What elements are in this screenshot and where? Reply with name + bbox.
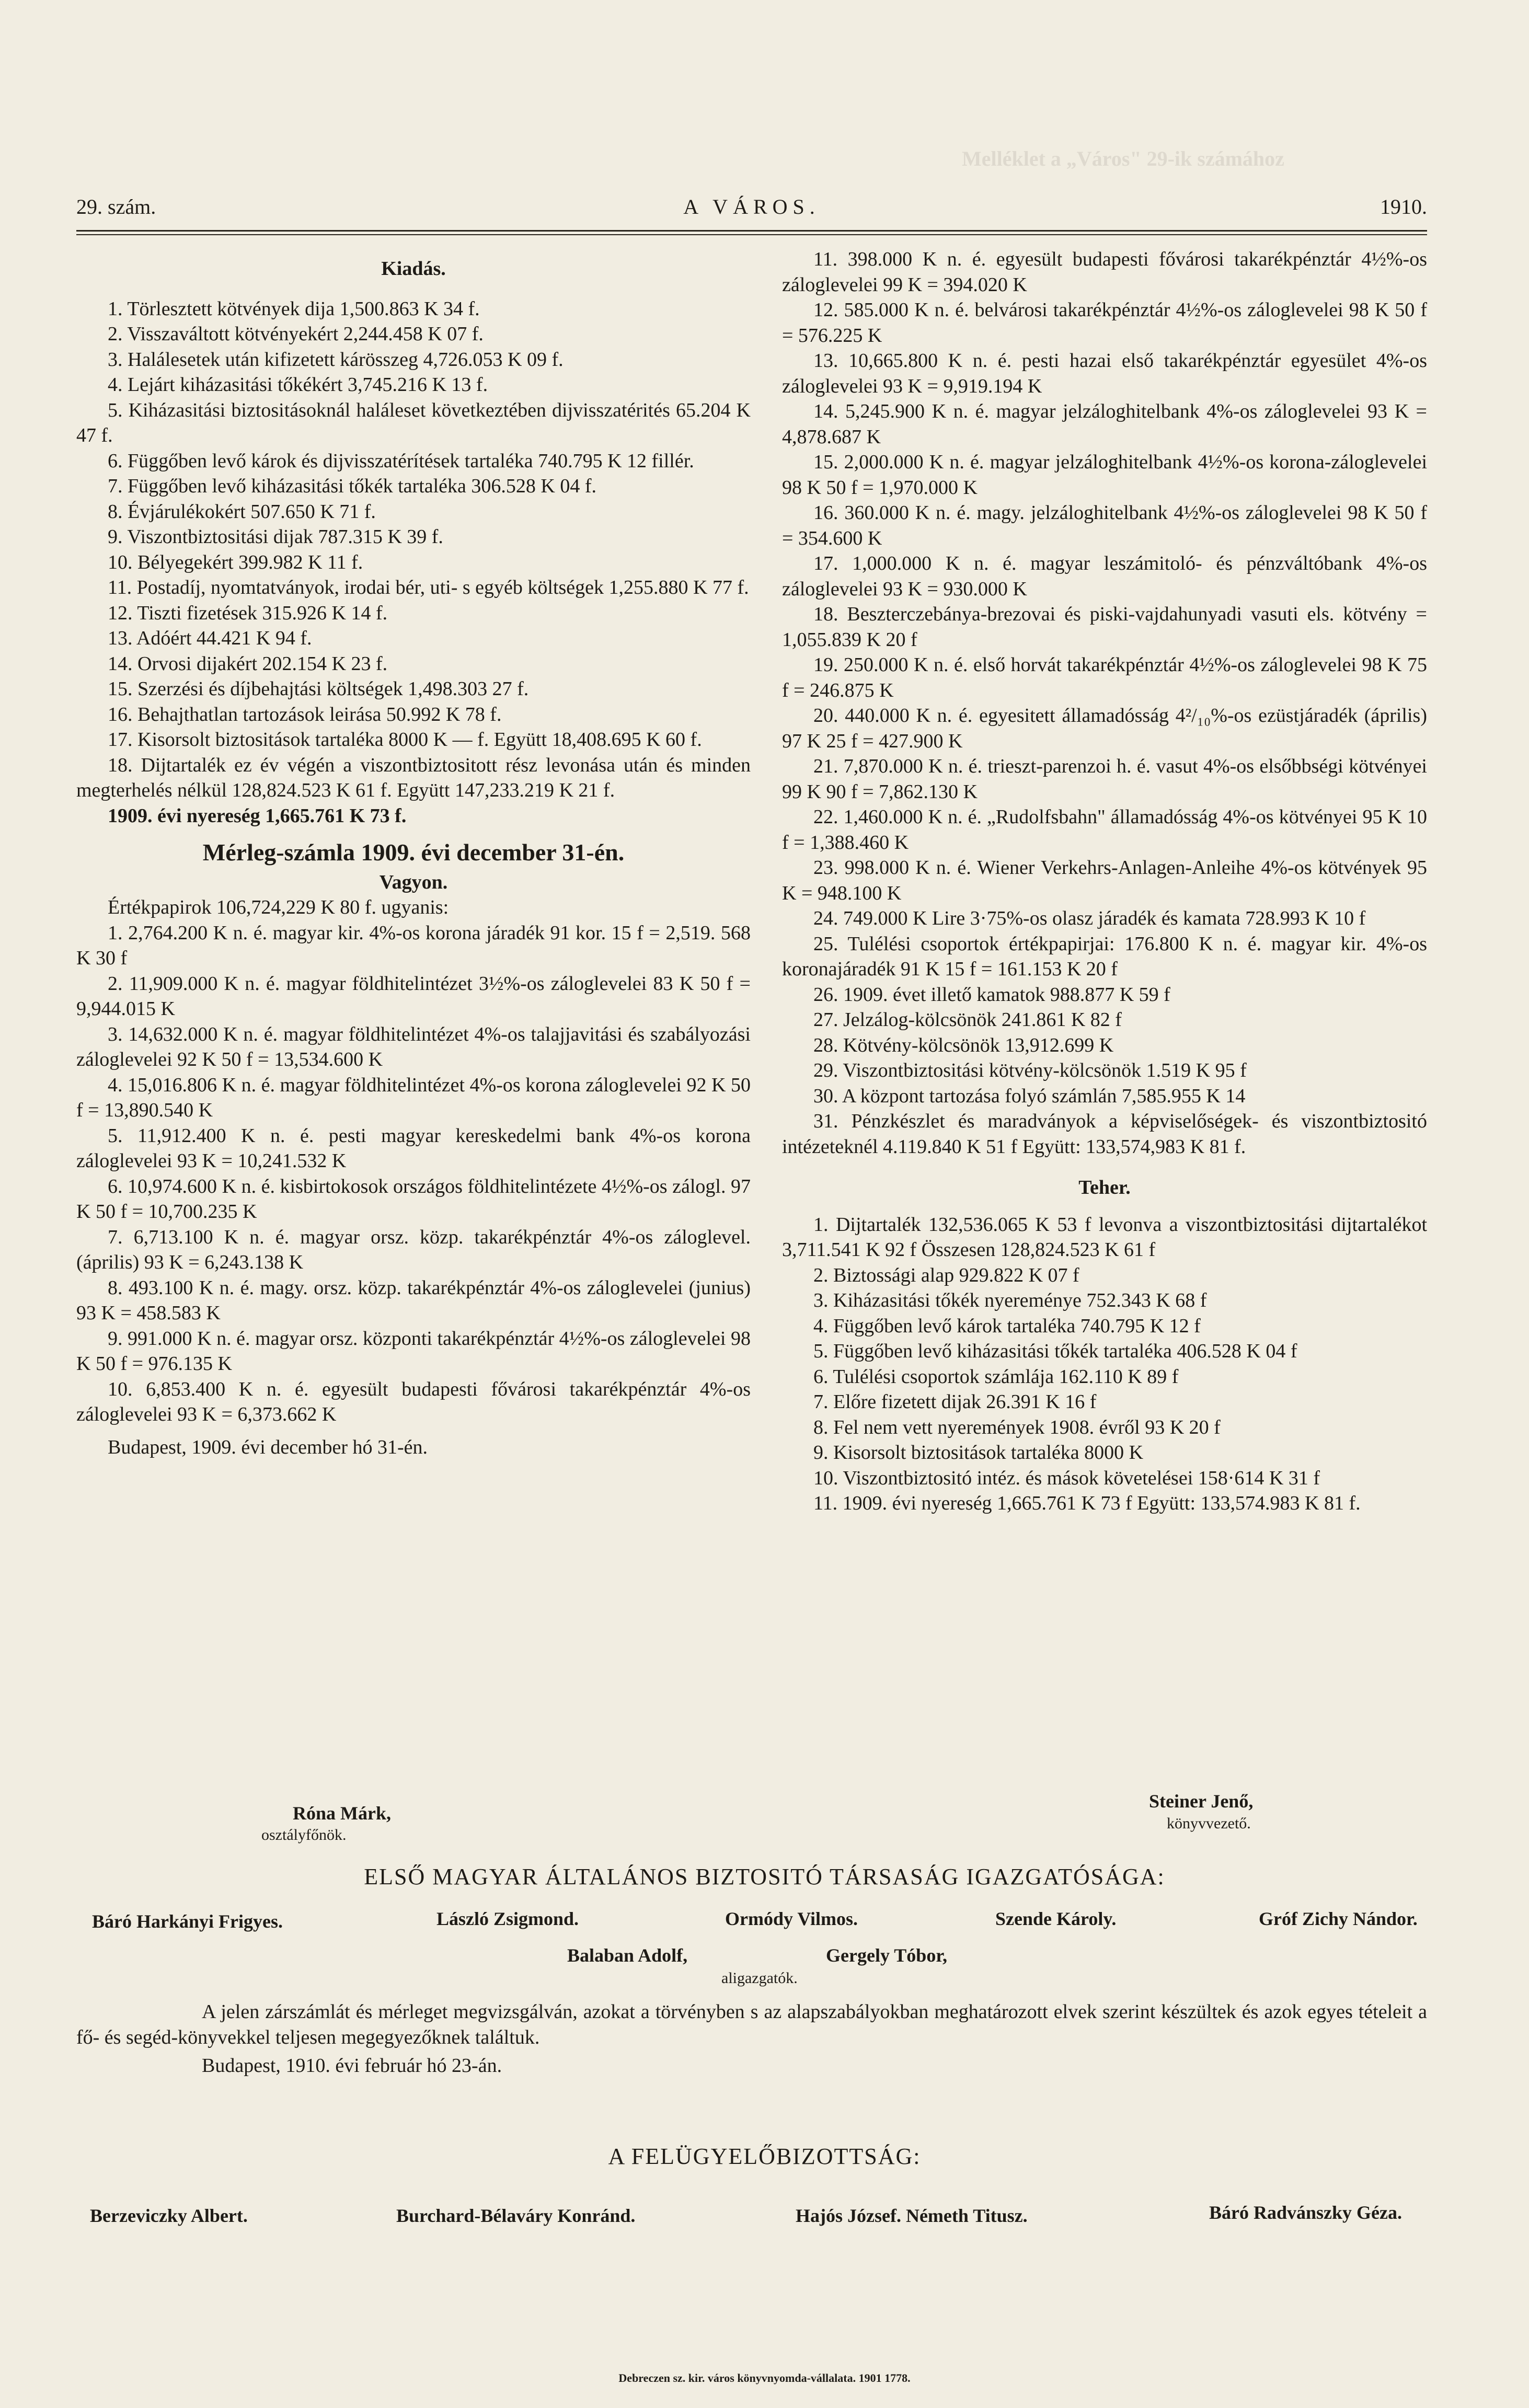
supervisor: Hajós József. Németh Titusz. <box>796 2205 1028 2226</box>
teher-item: 1. Dijtartalék 132,536.065 K 53 f levonva a viszontbiztositási dijtartalékot 3,711.541 K 92 f Összesen 128,824.523 K 61 f <box>782 1213 1427 1261</box>
supervisory-heading: A FELÜGYELŐBIZOTTSÁG: <box>608 2144 921 2169</box>
role-aligazgatok: aligazgatók. <box>721 1969 798 1987</box>
kiadas-item: 15. Szerzési és díjbehajtási költségek 1,498.303 27 f. <box>108 678 529 700</box>
printer-imprint: Debreczen sz. kir. város könyvnyomda-vállalata. 1901 1778. <box>618 2371 911 2384</box>
vagyon-item: 20. 440.000 K n. é. egyesitett államadósság 4²/₁₀%-os ezüstjáradék (április) 97 K 25 f = 427.900 K <box>782 705 1427 752</box>
board-member: Balaban Adolf, <box>567 1945 688 1966</box>
right-column <box>782 247 1427 1516</box>
vagyon-item: 29. Viszontbiztositási kötvény-kölcsönök 1.519 K 95 f <box>813 1059 1247 1081</box>
vagyon-item: 15. 2,000.000 K n. é. magyar jelzáloghitelbank 4½%-os korona-záloglevelei 98 K 50 f = 1,970.000 K <box>782 451 1427 499</box>
kiadas-item: 3. Halálesetek után kifizetett kárösszeg 4,726.053 K 09 f. <box>108 348 564 371</box>
vagyon-item: 24. 749.000 K Lire 3·75%-os olasz járadék és kamata 728.993 K 10 f <box>813 907 1366 929</box>
kiadas-item: 1. Törlesztett kötvények dija 1,500.863 K 34 f. <box>108 297 480 320</box>
vagyon-item: 23. 998.000 K n. é. Wiener Verkehrs-Anlagen-Anleihe 4%-os kötvények 95 K = 948.100 K <box>782 857 1427 904</box>
kiadas-heading: Kiadás. <box>381 258 446 280</box>
kiadas-item: 11. Postadíj, nyomtatványok, irodai bér, uti- s egyéb költségek 1,255.880 K 77 f. <box>108 577 749 598</box>
vagyon-item: 22. 1,460.000 K n. é. „Rudolfsbahn" államadósság 4%-os kötvényei 95 K 10 f = 1,388.460 K <box>782 806 1427 854</box>
page-header <box>76 194 1427 226</box>
issue-number: 29. szám. <box>76 195 156 218</box>
vagyon-item: 16. 360.000 K n. é. magy. jelzáloghitelbank 4½%-os záloglevelei 98 K 50 f = 354.600 K <box>782 502 1427 549</box>
kiadas-item: 13. Adóért 44.421 K 94 f. <box>108 627 312 649</box>
kiadas-item: 12. Tiszti fizetések 315.926 K 14 f. <box>108 602 388 624</box>
board-member: Ormódy Vilmos. <box>725 1908 858 1929</box>
board-member: Gróf Zichy Nándor. <box>1259 1908 1418 1929</box>
statement-text: A jelen zárszámlát és mérleget megvizsgálván, azokat a törvényben s az alapszabályokban meghatározott elvek szerint készültek és azok egyes tételeit a fő- és segéd-könyvekkel teljesen megegyezőknek találtuk. <box>76 2001 1427 2048</box>
board-statement <box>76 1999 1427 2079</box>
vagyon-item: 2. 11,909.000 K n. é. magyar földhitelintézet 3½%-os záloglevelei 83 K 50 f = 9,944.015 K <box>76 972 751 1020</box>
teher-item: 6. Tulélési csoportok számlája 162.110 K 89 f <box>813 1365 1179 1388</box>
signature-steiner: Steiner Jenő, <box>1149 1791 1254 1812</box>
kiadas-item: 6. Függőben levő károk és dijvisszatérítések tartaléka 740.795 K 12 fillér. <box>108 450 694 472</box>
vagyon-item: 28. Kötvény-kölcsönök 13,912.699 K <box>813 1034 1114 1056</box>
role-osztalyfonok: osztályfőnök. <box>261 1826 347 1844</box>
kiadas-item: 4. Lejárt kiházasitási tőkékért 3,745.216 K 13 f. <box>108 374 488 396</box>
vagyon-item: 11. 398.000 K n. é. egyesült budapesti fővárosi takarékpénztár 4½%-os záloglevelei 99 K = 394.020 K <box>782 248 1427 296</box>
vagyon-item: 25. Tulélési csoportok értékpapirjai: 176.800 K n. é. magyar kir. 4%-os koronajáradék 91 K 15 f = 161.153 K 20 f <box>782 932 1427 980</box>
vagyon-item: 21. 7,870.000 K n. é. trieszt-parenzoi h. é. vasut 4%-os elsőbbségi kötvényei 99 K 90 f = 7,862.130 K <box>782 755 1427 803</box>
teher-item: 7. Előre fizetett dijak 26.391 K 16 f <box>813 1391 1097 1413</box>
vagyon-item: 17. 1,000.000 K n. é. magyar leszámitoló- és pénzváltóbank 4%-os záloglevelei 93 K = 930.000 K <box>782 552 1427 600</box>
vagyon-item: 18. Beszterczebánya-brezovai és piski-vajdahunyadi vasuti els. kötvény = 1,055.839 K 20 f <box>782 603 1427 651</box>
bleed-through-text: Melléklet a „Város" 29-ik számához <box>962 147 1284 170</box>
kiadas-item: 14. Orvosi dijakért 202.154 K 23 f. <box>108 652 388 675</box>
vagyon-heading: Vagyon. <box>379 871 448 893</box>
merleg-title: Mérleg-számla 1909. évi december 31-én. <box>202 839 625 866</box>
vagyon-item: 7. 6,713.100 K n. é. magyar orsz. közp. takarékpénztár 4%-os záloglevel. (április) 93 K = 6,243.138 K <box>76 1226 751 1273</box>
teher-item: 3. Kiházasitási tőkék nyereménye 752.343 K 68 f <box>813 1289 1207 1311</box>
vagyon-item: 10. 6,853.400 K n. é. egyesült budapesti fővárosi takarékpénztár 4%-os záloglevelei 93 K = 6,373.662 K <box>76 1378 751 1425</box>
signature-rona: Róna Márk, <box>293 1803 391 1824</box>
vagyon-item: 5. 11,912.400 K n. é. pesti magyar kereskedelmi bank 4%-os korona záloglevelei 93 K = 10,241.532 K <box>76 1124 751 1172</box>
teher-item: 2. Biztossági alap 929.822 K 07 f <box>813 1264 1079 1286</box>
header-rule <box>76 230 1427 232</box>
role-konyvvezeto: könyvvezető. <box>1167 1815 1251 1832</box>
teher-item: 5. Függőben levő kiházasitási tőkék tartaléka 406.528 K 04 f <box>813 1340 1297 1362</box>
teher-item: 10. Viszontbiztositó intéz. és mások követelései 158·614 K 31 f <box>813 1467 1320 1489</box>
kiadas-item: 10. Bélyegekért 399.982 K 11 f. <box>108 551 363 573</box>
vagyon-item: 13. 10,665.800 K n. é. pesti hazai első takarékpénztár egyesület 4%-os záloglevelei 93 K = 9,919.194 K <box>782 350 1427 397</box>
teher-item: 8. Fel nem vett nyeremények 1908. évről 93 K 20 f <box>813 1416 1221 1438</box>
vagyon-item: 14. 5,245.900 K n. é. magyar jelzáloghitelbank 4%-os záloglevelei 93 K = 4,878.687 K <box>782 400 1427 448</box>
merleg-intro: Értékpapirok 106,724,229 K 80 f. ugyanis: <box>108 896 449 918</box>
kiadas-item: 18. Dijtartalék ez év végén a viszontbiztositott rész levonása után és minden megterhelés nélkül 128,824.523 K 61 f. Együtt 147,233.219 K 21 f. <box>76 754 751 801</box>
vagyon-item: 31. Pénzkészlet és maradványok a képviselőségek- és viszontbiztositó intézeteknél 4.119.840 K 51 f Együtt: 133,574,983 K 81 f. <box>782 1110 1427 1158</box>
vagyon-item: 4. 15,016.806 K n. é. magyar földhitelintézet 4%-os korona záloglevelei 92 K 50 f = 13,890.540 K <box>76 1074 751 1121</box>
kiadas-item: 9. Viszontbiztositási dijak 787.315 K 39 f. <box>108 526 443 548</box>
supervisor: Burchard-Bélaváry Konránd. <box>396 2205 636 2226</box>
vagyon-item: 1. 2,764.200 K n. é. magyar kir. 4%-os korona járadék 91 kor. 15 f = 2,519. 568 K 30 f <box>76 921 751 969</box>
teher-item: 11. 1909. évi nyereség 1,665.761 K 73 f Együtt: 133,574.983 K 81 f. <box>813 1492 1361 1514</box>
board-heading: ELSŐ MAGYAR ÁLTALÁNOS BIZTOSITÓ TÁRSASÁG IGAZGATÓSÁGA: <box>364 1864 1165 1889</box>
teher-item: 9. Kisorsolt biztositások tartaléka 8000 K <box>813 1442 1144 1464</box>
board-member: Szende Károly. <box>995 1908 1117 1929</box>
board-member: Báró Harkányi Frigyes. <box>92 1911 283 1932</box>
newspaper-title: A VÁROS. <box>683 195 820 218</box>
teher-item: 4. Függőben levő károk tartaléka 740.795 K 12 f <box>813 1315 1201 1337</box>
vagyon-item: 6. 10,974.600 K n. é. kisbirtokosok országos földhitelintézete 4½%-os zálogl. 97 K 50 f = 10,700.235 K <box>76 1175 751 1223</box>
header-rule-2 <box>76 234 1427 235</box>
left-column <box>76 256 751 1460</box>
vagyon-item: 3. 14,632.000 K n. é. magyar földhitelintézet 4%-os talajjavitási és szabályozási záloglevelei 92 K 50 f = 13,534.600 K <box>76 1023 751 1070</box>
kiadas-item: 5. Kiházasitási biztositásoknál haláleset következtében dijvisszatérités 65.204 K 47 f. <box>76 399 751 446</box>
kiadas-profit: 1909. évi nyereség 1,665.761 K 73 f. <box>108 804 407 827</box>
statement-date: Budapest, 1910. évi február hó 23-án. <box>202 2055 502 2077</box>
kiadas-item: 16. Behajthatlan tartozások leirása 50.992 K 78 f. <box>108 703 502 725</box>
kiadas-item: 8. Évjárulékokért 507.650 K 71 f. <box>108 500 376 523</box>
supervisor: Báró Radvánszky Géza. <box>1209 2202 1402 2223</box>
kiadas-item: 2. Visszaváltott kötvényekért 2,244.458 K 07 f. <box>108 323 484 345</box>
kiadas-item: 7. Függőben levő kiházasitási tőkék tartaléka 306.528 K 04 f. <box>108 475 597 497</box>
board-member: Gergely Tóbor, <box>826 1945 947 1966</box>
vagyon-item: 9. 991.000 K n. é. magyar orsz. központi takarékpénztár 4½%-os záloglevelei 98 K 50 f = 976.135 K <box>76 1327 751 1375</box>
teher-heading: Teher. <box>1078 1177 1131 1199</box>
vagyon-item: 27. Jelzálog-kölcsönök 241.861 K 82 f <box>813 1009 1122 1031</box>
vagyon-item: 12. 585.000 K n. é. belvárosi takarékpénztár 4½%-os záloglevelei 98 K 50 f = 576.225 K <box>782 299 1427 347</box>
vagyon-item: 8. 493.100 K n. é. magy. orsz. közp. takarékpénztár 4%-os záloglevelei (junius) 93 K = 458.583 K <box>76 1276 751 1324</box>
merleg-date: Budapest, 1909. évi december hó 31-én. <box>108 1436 428 1458</box>
board-member: László Zsigmond. <box>436 1908 579 1929</box>
vagyon-item: 19. 250.000 K n. é. első horvát takarékpénztár 4½%-os záloglevelei 98 K 75 f = 246.875 K <box>782 654 1427 701</box>
vagyon-item: 30. A központ tartozása folyó számlán 7,585.955 K 14 <box>813 1085 1246 1107</box>
kiadas-item: 17. Kisorsolt biztositások tartaléka 8000 K — f. Együtt 18,408.695 K 60 f. <box>108 729 702 751</box>
year: 1910. <box>1380 195 1427 218</box>
supervisor: Berzeviczky Albert. <box>90 2205 248 2226</box>
vagyon-item: 26. 1909. évet illető kamatok 988.877 K 59 f <box>813 983 1170 1006</box>
